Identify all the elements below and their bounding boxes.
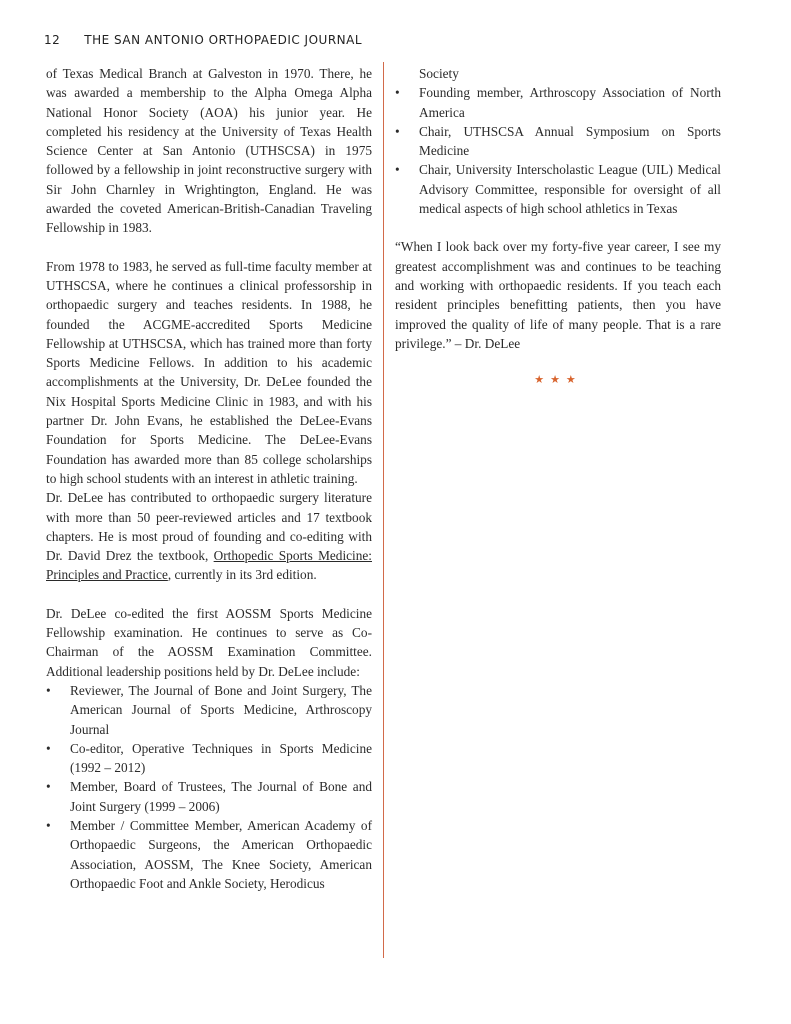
list-item: • Member, Board of Trustees, The Journal of Bone and Joint Surgery (1999 – 2006) xyxy=(46,777,372,816)
list-item: • Member / Committee Member, American Academy of Orthopaedic Surgeons, the American Orthopaedic Association, AOSSM, The Knee Society, American Orthopaedic Foot and Ankle Society, Herodicus xyxy=(46,816,372,893)
list-item: • Chair, University Interscholastic League (UIL) Medical Advisory Committee, responsible for oversight of all medical aspects of high school athletics in Texas xyxy=(395,160,721,218)
section-end-stars: ★★★ xyxy=(534,374,582,387)
closing-quote: “When I look back over my forty-five year career, I see my greatest accomplishment was and continues to be teaching and working with orthopaedic residents. If you teach each resident principles benefitting patients, then you have improved the quality of life of many people. That is a rare privilege.” – Dr. DeLee xyxy=(395,239,721,351)
leadership-list xyxy=(46,681,372,893)
leadership-list-continued xyxy=(395,64,721,218)
column-divider xyxy=(383,62,384,958)
list-item: • Co-editor, Operative Techniques in Sports Medicine (1992 – 2012) xyxy=(46,739,372,778)
book-title-link: Orthopedic Sports Medicine: Principles and Practice xyxy=(46,548,372,583)
paragraph-leadership: Dr. DeLee co-edited the first AOSSM Sports Medicine Fellowship examination. He continues to serve as Co-Chairman of the AOSSM Examination Committee. Additional leadership positions held by Dr. DeLee include: xyxy=(46,605,372,679)
right-column xyxy=(395,64,721,390)
running-header xyxy=(44,30,362,50)
list-item: • Reviewer, The Journal of Bone and Joint Surgery, The American Journal of Sports Medicine, Arthroscopy Journal xyxy=(46,681,372,739)
journal-title: THE SAN ANTONIO ORTHOPAEDIC JOURNAL xyxy=(84,33,363,47)
paragraph-education: of Texas Medical Branch at Galveston in 1970. There, he was awarded a membership to the Alpha Omega Alpha National Honor Society (AOA) his junior year. He completed his residency at the University of Texas Health Science Center at San Antonio (UTHSCSA) in 1975 followed by a fellowship in joint reconstructive surgery with Sir John Charnley in Wrightington, England. He was awarded the coveted American-British-Canadian Traveling Fellowship in 1983. xyxy=(46,66,372,236)
list-item-continuation: Society xyxy=(419,66,459,81)
publications-text-end: , currently in its 3rd edition. xyxy=(167,567,317,583)
page-number: 12 xyxy=(44,33,61,47)
list-item: • Chair, UTHSCSA Annual Symposium on Sports Medicine xyxy=(395,122,721,161)
publications-text: Dr. DeLee has contributed to orthopaedic surgery literature with more than 50 peer-reviewed articles and 17 textbook chapters. He is most proud of founding and co-editing with Dr. David Drez the textbook, xyxy=(46,490,372,564)
left-column xyxy=(46,64,372,893)
paragraph-publications xyxy=(46,488,372,584)
list-item: • Founding member, Arthroscopy Association of North America xyxy=(395,83,721,122)
paragraph-faculty: From 1978 to 1983, he served as full-time faculty member at UTHSCSA, where he continues a clinical professorship in orthopaedic surgery and teaches residents. In 1988, he founded the ACGME-accredited Sports Medicine Fellowship at UTHSCSA, which has trained more than forty Sports Medicine Fellows. In addition to his academic accomplishments at the University, Dr. DeLee founded the Nix Hospital Sports Medicine Clinic in 1983, and with his partner Dr. John Evans, he established the DeLee-Evans Foundation for Sports Medicine. The DeLee-Evans Foundation has awarded more than 85 college scholarships to high school students with an interest in athletic training. xyxy=(46,258,372,486)
